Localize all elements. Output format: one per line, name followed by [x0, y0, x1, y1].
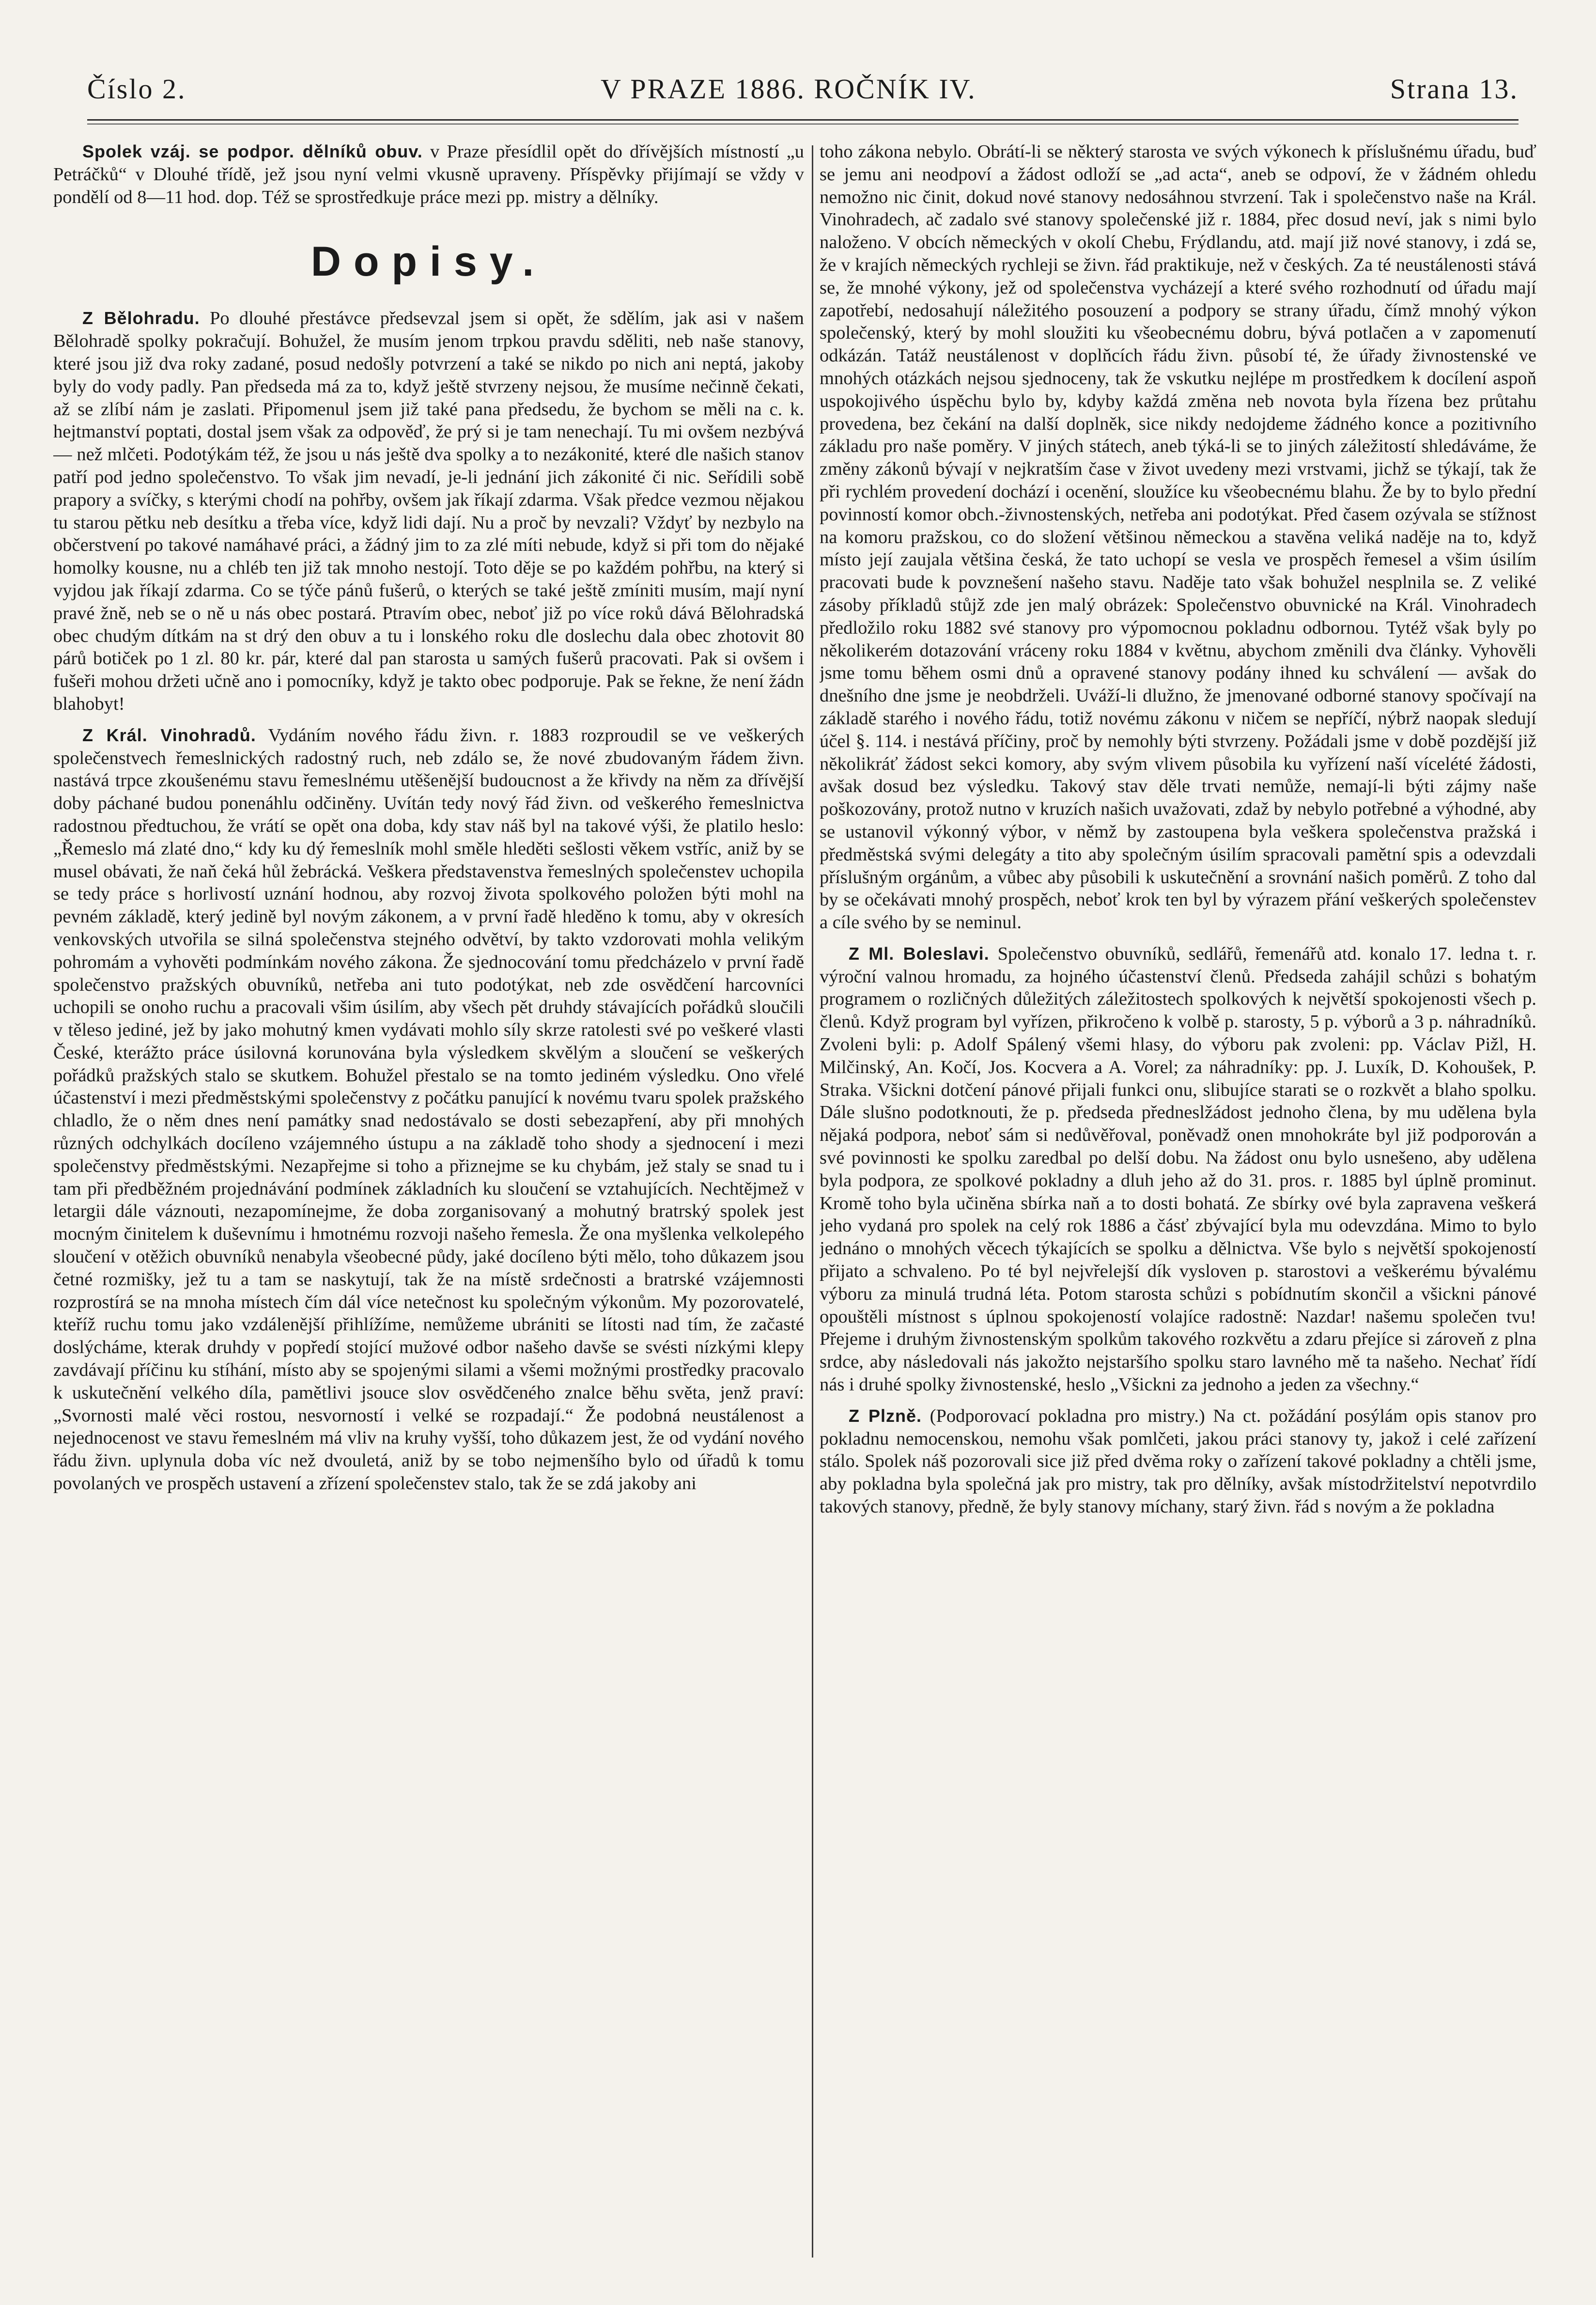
article-belohrad — [53, 307, 804, 715]
left-column — [53, 140, 804, 2262]
article-vinohrady — [53, 724, 804, 1495]
belohrad-lead: Z Bělohradu. — [82, 308, 200, 328]
vinohrady-lead: Z Král. Vinohradů. — [82, 725, 256, 745]
belohrad-text: Po dlouhé přestávce předsevzal jsem si opět, že sdělím, jak asi v našem Bělohradě spolky pokračují. Bohužel, že musím jenom trpkou pravdu sděliti, neb naše stanovy, které jsou již dva roky zadané, posud nedošly potvrzení a také se nikdo po nich ani neptá, jakoby byly do vody padly. Pan předseda má za to, když ještě stvrzeny nejsou, že musíme nečinně čekati, až se zlíbí nám je zaslati. Připomenul jsem již také pana předsedu, že bychom se měli na c. k. hejtmanství poptati, dostal jsem však za odpověď, že prý si je tam nenechají. Tu mi ovšem nezbývá — než mlčeti. Podotýkám též, že jsou u nás ještě dva spolky a to nezákonité, které dle našich stanov patří pod jedno společenstvo. To však jim nevadí, je-li jednání jich zákonité či nic. Seřídili sobě prapory a svíčky, s kterými chodí na pohřby, ovšem jak říkají zdarma. Však předce vezmou nějakou tu starou pětku neb desítku a třeba více, když lidi dají. Nu a proč by nevzali? Vždyť by nezbylo na občerstvení po takové namáhavé práci, a žádný jim to za zlé míti nebude, když si při tom do nějaké homolky kousne, nu a chléb ten již tak mnoho nestojí. Toto děje se po každém pohřbu, na který si vyjdou jak říkají zdarma. Co se týče pánů fušerů, o kterých se také ještě zmíniti musím, mají nyní pravé žně, neb se o ně u nás obec postará. Ptravím obec, neboť již po více roků dává Bělohradská obec chudým dítkám na st drý den obuv a tu i lonského roku dle doslechu dala obec zhotovit 80 párů botiček po 1 zl. 80 kr. pár, které dal pan starosta u samých fušerů pracovati. Pak si ovšem i fušeři mohou držeti učně ano i pomocníky, když je takto obec podporuje. Pak se řekne, že není žádn blahobyt! — [53, 308, 804, 714]
boleslav-lead: Z Ml. Boleslavi. — [849, 943, 990, 964]
spacer — [53, 716, 804, 724]
header-rule — [87, 119, 1519, 125]
page-number: Strana 13. — [1390, 73, 1519, 105]
place-year-volume: V PRAZE 1886. ROČNÍK IV. — [601, 73, 976, 105]
spacer — [820, 934, 1536, 943]
plzen-lead: Z Plzně. — [849, 1405, 922, 1426]
right-column — [820, 140, 1536, 2262]
boleslav-text: Společenstvo obuvníků, sedlářů, řemenářů atd. konalo 17. ledna t. r. výroční valnou hromadu, za hojného účastenství členů. Předseda zahájil schůzi s bohatým programem o rozličných důležitých záležitostech spolkových k největší spokojenosti všech p. členů. Když program byl vyřízen, přikročeno k volbě p. starosty, 5 p. výborů a 3 p. náhradníků. Zvoleni byli: p. Adolf Spálený všemi hlasy, do výboru pak zvoleni: pp. Václav Pižl, H. Milčinský, An. Kočí, Jos. Kocvera a A. Vorel; za náhradníky: pp. J. Luxík, D. Kohoušek, P. Straka. Všickni dotčení pánové přijali funkci onu, slibujíce starati se o rozkvět a blaho spolku. Dále slušno podotknouti, že p. předseda předneslžádost jednoho člena, by mu udělena byla nějaká podpora, neboť sám si nedůvěřoval, poněvadž onen mnohokráte byl již podporován a své povinnosti ke spolku zaredbal po delší dobu. Na žádost onu bylo usnešeno, aby udělena byla podpora, ze spolkové pokladny a dluh jeho až do 31. pros. r. 1885 byl úplně prominut. Kromě toho byla učiněna sbírka naň a to dosti bohatá. Ze sbírky ové byla zapravena veškerá jeho vydaná pro spolek na celý rok 1886 a čásť zbývající byla mu odevzdána. Mimo to bylo jednáno o mnohých věcech týkajících se spolku a dělnictva. Vše bylo s největší spokojeností přijato a schvaleno. Po té byl nejvřelejší dík vysloven p. starostovi a veškerému bývalému výboru za minulá trudná léta. Potom starosta schůzi s pobídnutím skončil a všickni pánové opouštěli místnost s úplnou spokojeností volajíce radostně: Nazdar! našemu společen tvu! Přejeme i druhým živnostenským spolkům takového rozkvětu a zdaru přejíce si zároveň z plna srdce, aby následovali nás jakožto nejstaršího spolku staro lavného mě ta našeho. Nechať řídí nás i druhé spolky živnostenské, heslo „Všickni za jednoho a jeden za všechny.“ — [820, 943, 1536, 1395]
column-divider — [812, 145, 813, 2258]
notice-text: v Praze přesídlil opět do dřívějších místností „u Petráčků“ v Dlouhé třídě, jež jsou nyní velmi vkusně upraveny. Příspěvky přijímají se vždy v pondělí od 8—11 hod. dop. Též se sprostředkuje práce mezi pp. mistry a dělníky. — [53, 141, 804, 207]
notice-lead: Spolek vzáj. se podpor. dělníků obuv. — [82, 141, 423, 161]
article-boleslav — [820, 943, 1536, 1396]
plzen-text: (Podporovací pokladna pro mistry.) Na ct. požádání posýlám opis stanov pro pokladnu nemocenskou, nemohu však pomlčeti, jakou práci stanovy ty, jakož i celé zařízení stálo. Spolek náš pozorovali sice již před dvěma roky o zařízení takové pokladny a chtěli jsme, aby pokladna byla společná jak pro mistry, tak pro dělníky, avšak místodržitelství nepotvrdilo takových stanovy, předně, že byly stanovy míchany, starý živn. řád s novým a že pokladna — [820, 1405, 1536, 1517]
page-header — [87, 73, 1519, 116]
spacer — [820, 1396, 1536, 1405]
article-plzen — [820, 1405, 1536, 1518]
section-title: Dopisy. — [310, 238, 547, 285]
vinohrady-text: Vydáním nového řádu živn. r. 1883 rozproudil se ve veškerých společenstvech řemeslnických radostný ruch, neb zdálo se, že nové zbudovaným řádem živn. nastává trpce zkoušenému stavu řemeslnému utěšenější budoucnost a že křivdy na něm za dřívější doby páchané budou ponenáhlu odčiněny. Uvítán tedy nový řád živn. od veškerého řemeslnictva radostnou předtuchou, že vrátí se opět ona doba, kdy stav náš byl na takové výši, že platilo heslo: „Řemeslo má zlaté dno,“ kdy ku dý řemeslník mohl směle hleděti sešlosti věkem vstříc, aniž by se musel obávati, že naň čeká hůl žebrácká. Veškera představenstva řemeslných společenstev uchopila se tedy práce s horlivostí uznání hodnou, aby rozvoj života spolkového položen býti mohl na pevném základě, který jedině byl novým zákonem, a v první řadě hleděno k tomu, aby v okresích venkovských utvořila se silná společenstva stejného odvětví, by takto vzdorovati mohla velikým pohromám a vyhověti podmínkám nového zákona. Že sjednocování tomu předcházelo v první řadě společenstvo pražských obuvníků, netřeba ani tuto podotýkat, neb zde osvědčení harcovníci uchopili se onoho ruchu a pracovali všim úsilím, aby všech pět druhdy stávajících pořádků sloučili v těleso jediné, jež by jako mohutný kmen vydávati mohlo síly skrze ratolesti své po veškeré vlasti České, kterážto práce úsilovná korunována byla výsledkem skvělým a sloučení se veškerých pořádků pražských stalo se skutkem. Bohužel přestalo se na tomto jediném výsledku. Ono vřelé účastenství i mezi předměstskými společenstvy z počátku panující k novému tvaru spolek pražského chladlo, že o něm dnes není památky snad nedostávalo se dosti sebezapření, aby při mnohých různých odchylkách docíleno vzájemného ústupu a na základě toho shody a sjednocení i mezi společenstvy předměstskými. Nezapřejme si toho a přiznejme se ku chybám, jež staly se snad tu i tam při předběžném projednávání podmínek základních ku sloučení se vztahujících. Nechtějmež v letargii dále váznouti, nezapomínejme, že doba zorganisovaný a mohutný bratrský spolek jest mocným činitelem k duševnímu i hmotnému rozvoji našeho řemesla. Že ona myšlenka velkolepého sloučení v otěžich obuvníků nenabyla všeobecné půdy, jaké docíleno býti mělo, toho důkazem jsou četné rozmišky, jež tu a tam se naskytují, tak že na místě srdečnosti a bratrské vzájemnosti rozprostírá se na mnoha místech čím dál více netečnost ku společným výkonům. My pozorovatelé, kteříž ruchu tomu jako vzdálenější přihlížíme, nemůžeme ubrániti se lítosti nad tím, že začasté doslýcháme, kterak druhdy v popředí stojící mužové odbor našeho davše se svésti nízkými klepy zavdávají příčinu ku stíhání, místo aby se spojenými silami a všemi možnými prostředky pracovalo k uskutečnění velkého díla, pamětlivi jsouce slov osvědčeného znalce běhu světa, jenž praví: „Svornosti malé věci rostou, nesvorností i velké se rozpadají.“ Že podobná neustálenost a nejednocenost ve stavu řemeslném má vliv na kruhy vyšší, toho důkazem jest, že od vydání nového řádu živn. uplynula doba víc než dvouletá, aniž by se tobo nejmenšího bylo od úřadů k tomu povolaných ve prospěch ustavení a zřízení společenstev stalo, tak že se zdá jakoby ani — [53, 725, 804, 1494]
vinohrady-continuation: toho zákona nebylo. Obrátí-li se některý starosta ve svých výkonech k příslušnému úřadu, buď se jemu ani neodpoví a žádost odloží se „ad acta“, aneb se odpoví, že v žádném ohledu nemožno nic činit, dokud nové stanovy nedosáhnou stvrzení. Tak i společenstvo naše na Král. Vinohradech, ač zadalo své stanovy společenské již r. 1884, přec dosud neví, jak s nimi bylo naloženo. V obcích německých v okolí Chebu, Frýdlandu, atd. mají již nové stanovy, i zdá se, že v krajích německých rychleji se živn. řád praktikuje, než v českých. Za té neustálenosti stává se, že mnohé výkony, jež od společenstva vycházejí a které svého rozhodnutí od úřadu mají zapotřebí, nedosahují náležitého posouzení a podpory se strany úřadu, čímž mnohý výkon společenský, který by mohl sloužiti ku všeobecnému dobru, bývá potlačen a v zapomenutí odkázán. Tatáž neustálenost v doplňcích řádu živn. působí té, že úřady živnostenské ve mnohých otázkách nejsou sjednoceny, tak že vskutku nejlépe m prostředkem k docílení aspoň uspokojivého úspěchu bylo by, kdyby každá změna neb novota byla řízena bez průtahu provedena, bez čekání na další doplněk, sice nikdy nedojdeme žádného konce a pozitivního základu pro naše poměry. V jiných státech, aneb týká-li se to jiných záležitostí shledáváme, že změny zákonů bývají v nejkratším čase v život uvedeny mezi vrstvami, jichž se týkají, tak že při rychlém provedení dochází i ocenění, sloužíce ku všeobecnému blahu. Že by to bylo přední povinností komor obch.-živnostenských, netřeba ani podotýkat. Před časem ozývala se stížnost na komoru pražskou, co do složení většinou německou a stavěna veliká naděje na to, když místo její zaujala většina česká, že tato uchopí se vesla ve prospěch řemesel a všim úsilím pracovati bude k povznešení našeho stavu. Naděje tato však bohužel nesplnila se. Z veliké zásoby příkladů stůjž zde jen malý obrázek: Společenstvo obuvnické na Král. Vinohradech předložilo roku 1882 své stanovy pro výpomocnou pokladnu odbornou. Tytéž však byly po několikerém dotazování vráceny roku 1884 v květnu, abychom změnili dva články. Vyhověli jsme tomu během osmi dnů a opravené stanovy podány ihned ku schválení — avšak do dnešního dne jsme je neobdrželi. Uváží-li dlužno, že jmenované odborné stanovy spočívají na základě starého i nového řádu, totiž novému zákonu v ničem se nepříčí, nýbrž naopak sledují účel §. 114. i nestává příčiny, proč by nemohly býti stvrzeny. Požádali jsme v době pozdější již několikráť žádost sekci komory, aby svým vlivem působila ku vyřízení naší vícelété žádosti, avšak dosud bez výsledku. Takový stav děle trvati nemůže, nemají-li býti zájmy naše poškozovány, protož nutno v kruzích našich uvažovati, zdaž by nebylo potřebné a výhodné, aby se ustanovil výkonný výbor, v němž by zastoupena byla veškera společenstva pražská i předměstská svými delegáty a tito aby společným úsilím spracovali pamětní spis a odevzdali příslušným orgánům, a vůbec aby působili k uskutečnění a srovnání našich poměrů. Z toho dal by se očekávati mnohý prospěch, neboť krok ten byl by výrazem přání veškerých společenstev a cíle svého by se neminul. — [820, 141, 1536, 933]
notice-paragraph — [53, 140, 804, 208]
issue-number: Číslo 2. — [87, 73, 186, 105]
